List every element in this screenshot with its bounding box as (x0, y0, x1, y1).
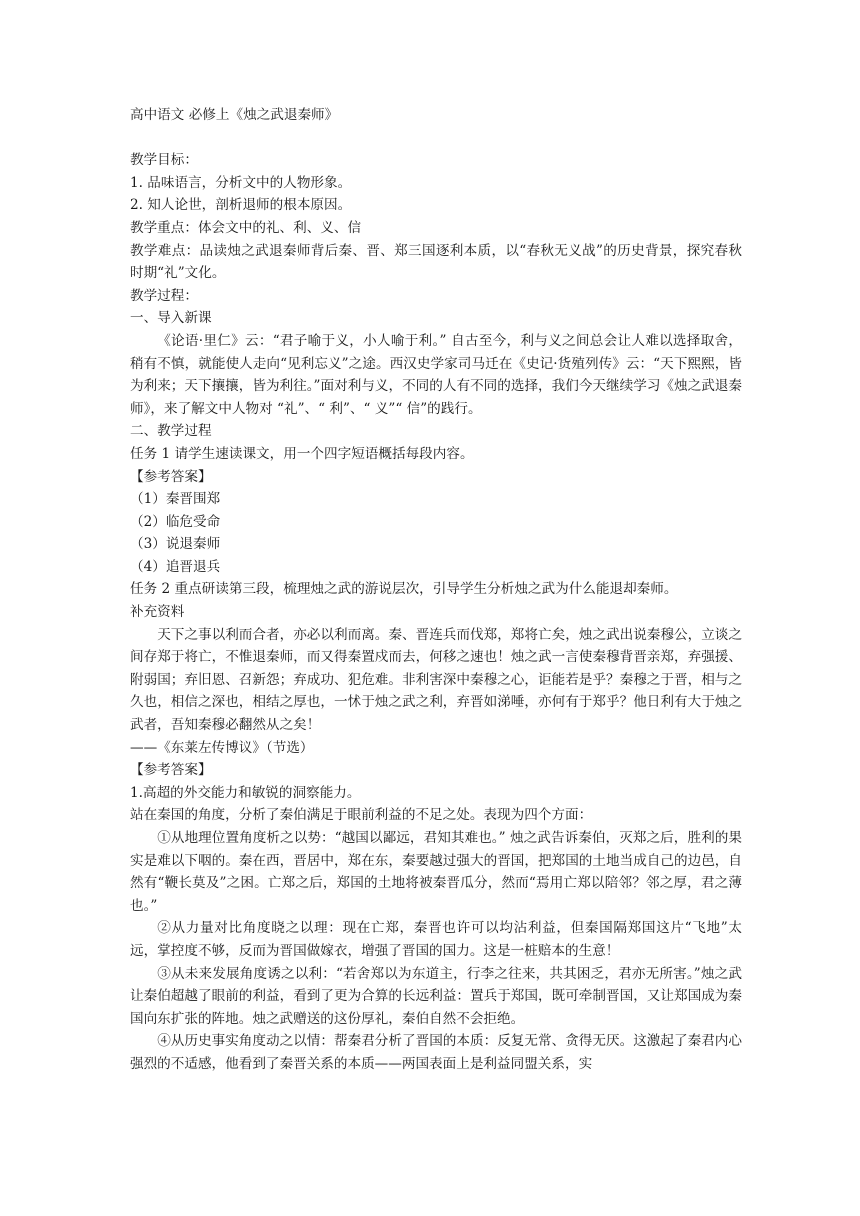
answer2-point: 1.高超的外交能力和敏锐的洞察能力。 (130, 784, 361, 801)
task1-answer-2: （2）临危受命 (130, 513, 221, 530)
section1-heading: 一、导入新课 (130, 310, 212, 327)
point-1: ①从地理位置角度析之以势：“越国以鄙远，君知其难也。” 烛之武告诉秦伯，灭郑之后，胜利的果实是难以下咽的。秦在西，晋居中，郑在东，秦要越过强大的晋国，把郑国的土地当成自己的边邑，自然有“鞭长莫及”之困。亡郑之后，郑国的土地将被秦晋瓜分，然而“焉用亡郑以陪邻？邻之厚，君之薄也。” (130, 830, 742, 914)
blank-line (130, 127, 742, 150)
goal-item-1: 1. 品味语言，分析文中的人物形象。 (130, 174, 352, 191)
task1-answer-3: （3）说退秦师 (130, 536, 221, 553)
point-2: ②从力量对比角度晓之以理：现在亡郑，秦晋也许可以均沾利益，但秦国隔郑国这片“飞地”太远，掌控度不够，反而为晋国做嫁衣，增强了晋国的国力。这是一桩赔本的生意！ (130, 920, 742, 959)
reference-answer-label-2: 【参考答案】 (130, 762, 212, 779)
task1: 任务 1 请学生速读课文，用一个四字短语概括每段内容。 (130, 445, 474, 462)
intro-paragraph: 《论语·里仁》云：“君子喻于义，小人喻于利。” 自古至今，利与义之间总会让人难以选择取舍，稍有不慎，就能使人走向“见利忘义”之途。西汉史学家司马迁在《史记·货殖列传》云：“天下熙熙，皆为利来；天下攘攘，皆为利往。”面对利与义，不同的人有不同的选择，我们今天继续学习《烛之武退秦师》，来了解文中人物对 “礼”、“ 利”、“ 义”“ 信”的践行。 (130, 332, 742, 417)
key-point: 教学重点：体会文中的礼、利、义、信 (130, 219, 362, 236)
section2-heading: 二、教学过程 (130, 423, 212, 440)
answer2-intro: 站在秦国的角度，分析了秦伯满足于眼前利益的不足之处。表现为四个方面： (130, 807, 593, 824)
document-title: 高中语文 必修上《烛之武退秦师》 (130, 107, 339, 123)
reference-answer-label: 【参考答案】 (130, 468, 212, 485)
document-body (130, 104, 742, 1076)
supplement-label: 补充资料 (130, 604, 185, 621)
goal-heading: 教学目标： (130, 152, 198, 169)
supplement-source: ——《东莱左传博议》（节选） (130, 739, 314, 756)
difficulty: 教学难点：品读烛之武退秦师背后秦、晋、郑三国逐利本质，以“春秋无义战”的历史背景，探究春秋时期“礼”文化。 (130, 242, 742, 282)
goal-item-2: 2. 知人论世，剖析退师的根本原因。 (130, 197, 352, 214)
task1-answer-4: （4）追晋退兵 (130, 558, 221, 575)
task2: 任务 2 重点研读第三段，梳理烛之武的游说层次，引导学生分析烛之武为什么能退却秦师。 (130, 581, 678, 598)
point-3: ③从未来发展角度诱之以利：“若舍郑以为东道主，行李之往来，共其困乏，君亦无所害。”烛之武让秦伯超越了眼前的利益，看到了更为合算的长远利益：置兵于郑国，既可牵制晋国，又让郑国成为秦国向东扩张的阵地。烛之武赠送的这份厚礼，秦伯自然不会拒绝。 (130, 965, 742, 1027)
supplement-text: 天下之事以利而合者，亦必以利而离。秦、晋连兵而伐郑，郑将亡矣，烛之武出说秦穆公，立谈之间存郑于将亡，不惟退秦师，而又得秦置戍而去，何移之速也！烛之武一言使秦穆背晋亲郑，弃强援、附弱国；弃旧恩、召新怨；弃成功、犯危难。非利害深中秦穆之心，讵能若是乎？秦穆之于晋，相与之久也，相信之深也，相结之厚也，一怵于烛之武之利，弃晋如涕唾，亦何有于郑乎？他日利有大于烛之武者，吾知秦穆必翻然从之矣！ (130, 626, 742, 734)
process-heading: 教学过程： (130, 287, 198, 304)
task1-answer-1: （1）秦晋围郑 (130, 491, 221, 508)
point-4: ④从历史事实角度动之以情：帮秦君分析了晋国的本质：反复无常、贪得无厌。这激起了秦君内心强烈的不适感，他看到了秦晋关系的本质——两国表面上是利益同盟关系，实 (130, 1033, 742, 1072)
